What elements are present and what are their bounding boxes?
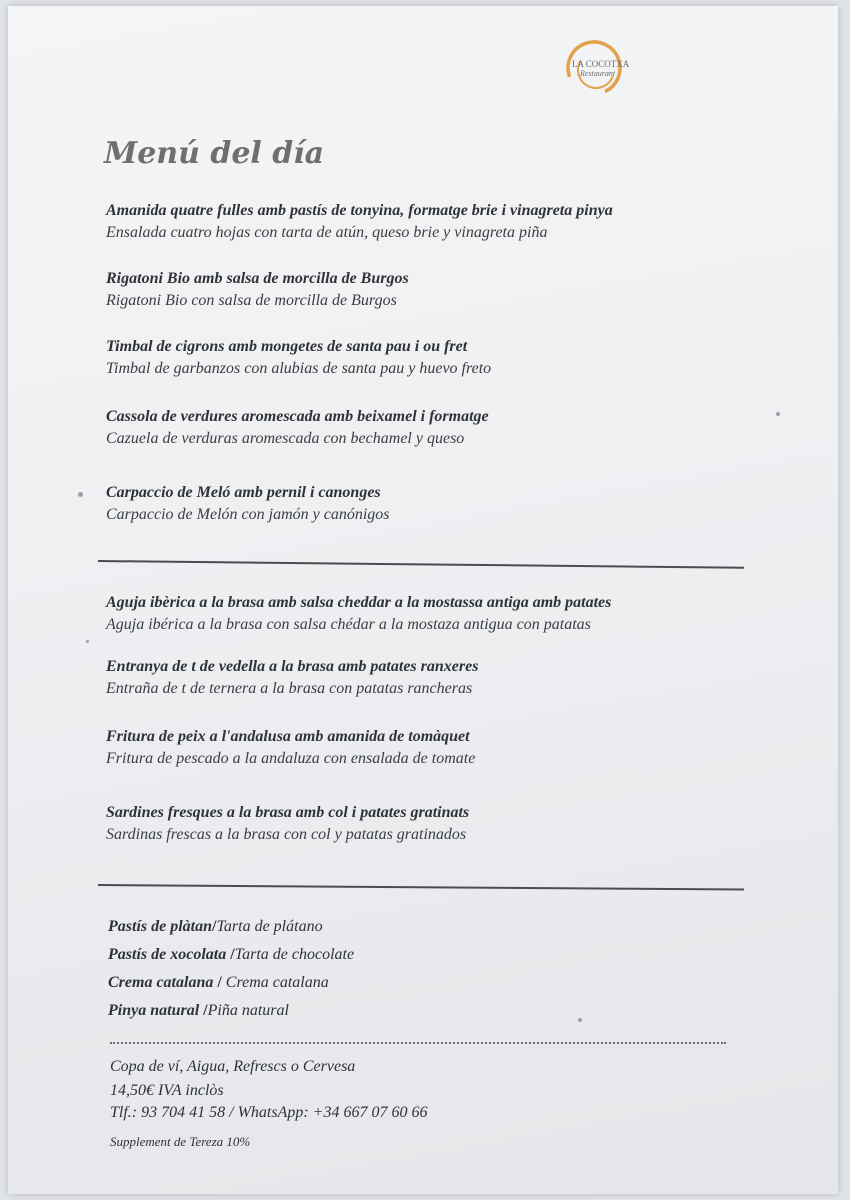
dish-name-catalan: Sardines fresques a la brasa amb col i patates gratinats — [106, 804, 470, 821]
dish-name-spanish: Carpaccio de Melón con jamón y canónigos — [106, 506, 390, 523]
paper-speck — [86, 640, 89, 643]
main-item — [106, 802, 469, 846]
dessert-name-spanish: Tarta de chocolate — [234, 946, 355, 963]
dish-name-spanish: Entraña de t de ternera a la brasa con patatas rancheras — [106, 680, 473, 697]
paper-speck — [78, 492, 83, 497]
terrace-supplement: Supplement de Tereza 10% — [110, 1134, 251, 1149]
dish-name-spanish: Timbal de garbanzos con alubias de santa pau y huevo freto — [106, 360, 492, 377]
logo-subtitle: Restaurant — [580, 69, 616, 78]
dish-name-catalan: Amanida quatre fulles amb pastís de tonyina, formatge brie i vinagreta pinya — [106, 202, 613, 219]
dessert-separator: / — [212, 918, 217, 935]
dessert-separator: / — [230, 946, 235, 963]
dish-name-catalan: Timbal de cigrons amb mongetes de santa pau i ou fret — [106, 338, 468, 355]
dessert-separator: / — [203, 1002, 208, 1019]
dessert-item — [108, 1002, 289, 1020]
starter-item — [106, 482, 390, 526]
dish-name-catalan: Aguja ibèrica a la brasa amb salsa cheddar a la mostassa antiga amb patates — [106, 594, 612, 611]
dessert-name-catalan: Crema catalana — [108, 974, 218, 991]
logo-name: LA COCOTXA — [572, 59, 630, 69]
dessert-name-catalan: Pastís de xocolata — [108, 946, 231, 963]
dessert-item — [108, 946, 354, 964]
contact-phone: Tlf.: 93 704 41 58 / WhatsApp: +34 667 07 60 66 — [110, 1104, 428, 1121]
menu-price: 14,50€ IVA inclòs — [110, 1082, 224, 1099]
starter-item — [106, 200, 613, 244]
section-divider — [98, 560, 744, 569]
dish-name-spanish: Fritura de pescado a la andaluza con ensalada de tomate — [106, 750, 476, 767]
main-item — [106, 656, 478, 700]
dessert-separator: / — [217, 974, 226, 991]
menu-page — [8, 6, 838, 1194]
section-divider — [98, 884, 744, 891]
drinks-included: Copa de ví, Aigua, Refrescs o Cervesa — [110, 1058, 356, 1075]
dish-name-spanish: Sardinas frescas a la brasa con col y patatas gratinados — [106, 826, 467, 843]
dessert-name-catalan: Pastís de plàtan — [108, 918, 213, 935]
dessert-item — [108, 918, 323, 936]
dish-name-catalan: Entranya de t de vedella a la brasa amb patates ranxeres — [106, 658, 479, 675]
dish-name-catalan: Rigatoni Bio amb salsa de morcilla de Burgos — [106, 270, 409, 287]
paper-speck — [578, 1018, 582, 1022]
logo-text — [572, 60, 629, 78]
dessert-name-spanish: Crema catalana — [225, 974, 329, 991]
menu-title: Menú del día — [104, 136, 325, 171]
dessert-name-spanish: Piña natural — [207, 1002, 289, 1019]
dessert-name-spanish: Tarta de plátano — [216, 918, 323, 935]
paper-speck — [776, 412, 780, 416]
dish-name-spanish: Ensalada cuatro hojas con tarta de atún, queso brie y vinagreta piña — [106, 224, 548, 241]
dish-name-spanish: Rigatoni Bio con salsa de morcilla de Burgos — [106, 292, 397, 309]
dessert-item — [108, 974, 329, 992]
dish-name-spanish: Aguja ibérica a la brasa con salsa chédar a la mostaza antigua con patatas — [106, 616, 591, 633]
main-item — [106, 592, 611, 636]
starter-item — [106, 268, 409, 312]
dish-name-catalan: Cassola de verdures aromescada amb beixamel i formatge — [106, 408, 489, 425]
dish-name-catalan: Carpaccio de Meló amb pernil i canonges — [106, 484, 381, 501]
restaurant-logo — [564, 38, 628, 102]
main-item — [106, 726, 475, 770]
dish-name-catalan: Fritura de peix a l'andalusa amb amanida de tomàquet — [106, 728, 470, 745]
starter-item — [106, 406, 489, 450]
dessert-name-catalan: Pinya natural — [108, 1002, 204, 1019]
dotted-divider — [110, 1042, 726, 1044]
starter-item — [106, 336, 491, 380]
dish-name-spanish: Cazuela de verduras aromescada con bechamel y queso — [106, 430, 465, 447]
